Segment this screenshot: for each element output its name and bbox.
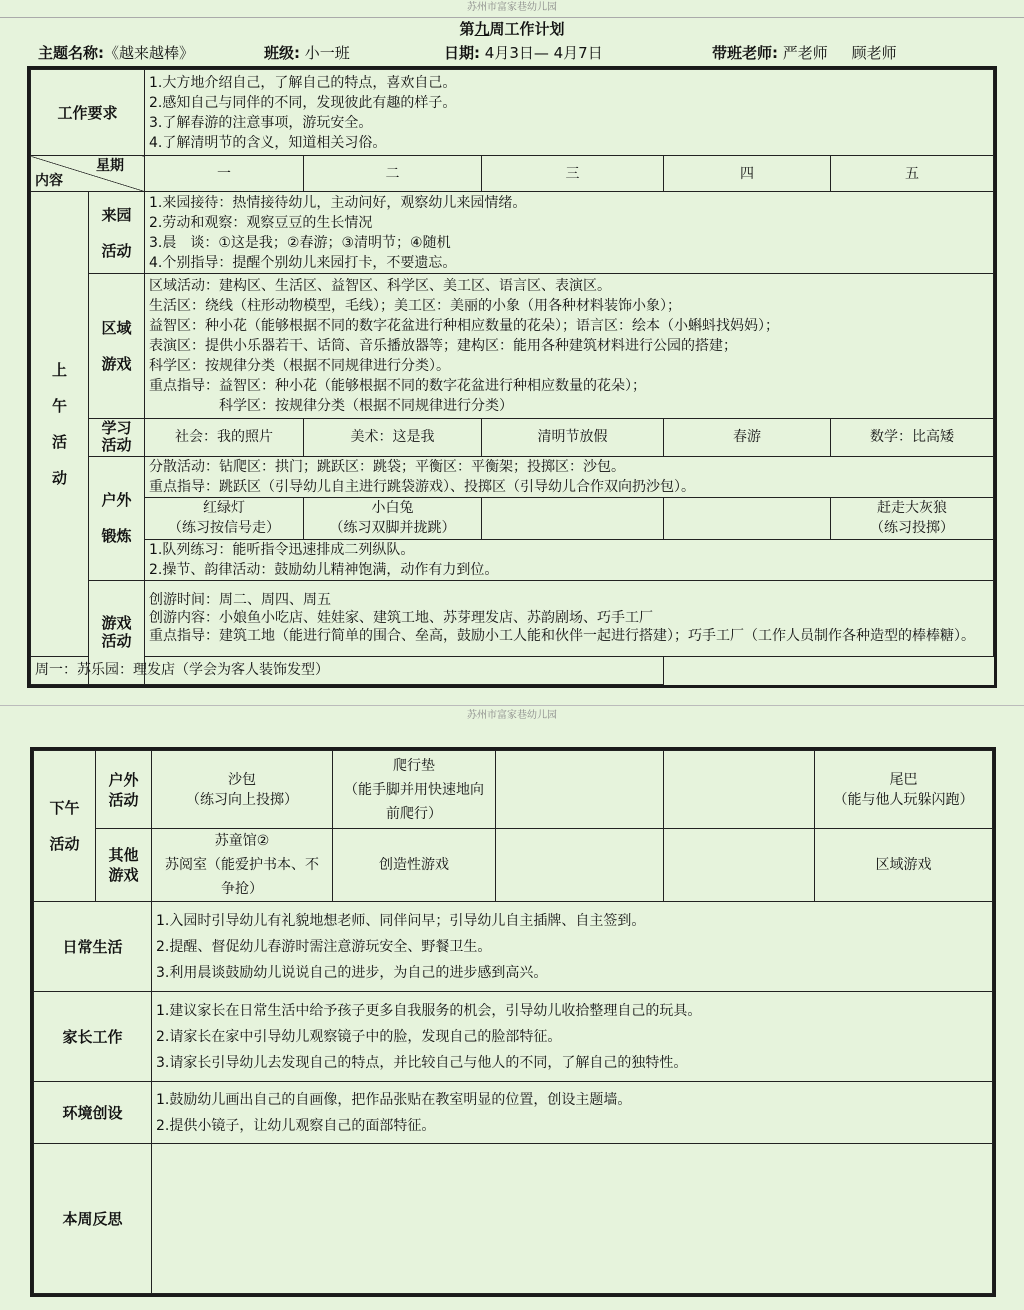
outdoor-exercise-label bbox=[89, 456, 145, 580]
morning-label-char: 午 bbox=[51, 397, 67, 416]
arrival-content bbox=[145, 192, 994, 274]
plan-table-bottom bbox=[30, 747, 996, 1297]
afternoon-outdoor-day-1 bbox=[152, 751, 333, 829]
daily-life-item: 3.利用晨谈鼓励幼儿说说自己的进步，为自己的进步感到高兴。 bbox=[156, 964, 548, 981]
teacher-2: 顾老师 bbox=[851, 44, 897, 62]
work-req-item: 1.大方地介绍自己，了解自己的特点，喜欢自己。 bbox=[149, 74, 457, 91]
learning-day-2: 美术：这是我 bbox=[304, 418, 482, 456]
learning-day-5: 数学：比高矮 bbox=[831, 418, 994, 456]
afternoon-activities-label bbox=[34, 751, 96, 902]
afternoon-label-line: 活动 bbox=[49, 835, 80, 853]
morning-activities-label bbox=[31, 192, 89, 657]
afternoon-outdoor-day-4 bbox=[664, 751, 815, 829]
area-games-label bbox=[89, 274, 145, 418]
learning-label bbox=[89, 418, 145, 456]
daily-life-item: 2.提醒、督促幼儿春游时需注意游玩安全、野餐卫生。 bbox=[156, 938, 492, 955]
arrival-label-line: 来园 bbox=[101, 205, 132, 224]
play-label-line: 游戏 bbox=[101, 614, 132, 633]
outdoor-game-goal: （练习双脚并拢跳） bbox=[329, 520, 456, 537]
work-req-item: 2.感知自己与同伴的不同，发现彼此有趣的样子。 bbox=[149, 94, 457, 111]
day-header: 二 bbox=[304, 156, 482, 192]
title-prefix: 第 bbox=[459, 20, 475, 38]
page-title bbox=[0, 18, 1024, 40]
afternoon-outdoor-label-line: 活动 bbox=[108, 790, 139, 809]
school-header-page-2 bbox=[0, 705, 1024, 725]
environment-label: 环境创设 bbox=[34, 1082, 152, 1144]
outdoor-scattered-item: 重点指导：跳跃区（引导幼儿自主进行跳袋游戏）、投掷区（引导幼儿合作双向扔沙包）。 bbox=[149, 478, 696, 495]
teacher-label: 带班老师: bbox=[712, 44, 778, 62]
outdoor-day-5 bbox=[831, 497, 994, 539]
other-games-day-2: 创造性游戏 bbox=[333, 829, 496, 902]
date-label: 日期: bbox=[444, 44, 480, 62]
day-header: 五 bbox=[831, 156, 994, 192]
teacher-1: 严老师 bbox=[782, 44, 828, 62]
parent-work-label: 家长工作 bbox=[34, 992, 152, 1082]
daily-life-label: 日常生活 bbox=[34, 902, 152, 992]
class-label: 班级: bbox=[264, 44, 300, 62]
outdoor-day-1 bbox=[145, 497, 304, 539]
play-item: 创游时间：周二、周四、周五 bbox=[149, 592, 332, 609]
morning-label-char: 活 bbox=[51, 433, 67, 452]
school-name: 苏州市富家巷幼儿园 bbox=[467, 2, 557, 13]
arrival-item: 1.来园接待：热情接待幼儿，主动问好，观察幼儿来园情绪。 bbox=[149, 194, 527, 211]
morning-label-char: 动 bbox=[51, 469, 67, 488]
weekday-diagonal-header bbox=[31, 156, 145, 192]
theme bbox=[38, 40, 194, 66]
environment-content bbox=[152, 1082, 993, 1144]
work-requirements-content bbox=[145, 70, 994, 156]
title-suffix: 周工作计划 bbox=[489, 20, 565, 38]
outdoor-game-name: 赶走大灰狼 bbox=[877, 500, 947, 517]
other-game-line: 苏童馆② bbox=[214, 833, 270, 849]
afternoon-game-goal: （能与他人玩躲闪跑） bbox=[833, 791, 974, 808]
date bbox=[444, 40, 603, 66]
outdoor-game-goal: （练习按信号走） bbox=[168, 520, 281, 537]
other-games-day-4 bbox=[664, 829, 815, 902]
area-games-label-line: 游戏 bbox=[101, 354, 132, 373]
play-monday: 周一：苏乐园：理发店（学会为客人装饰发型） bbox=[31, 656, 664, 684]
afternoon-game-goal: （练习向上投掷） bbox=[186, 791, 298, 808]
date-value: 4月3日— 4月7日 bbox=[484, 44, 603, 62]
daily-life-item: 1.入园时引导幼儿有礼貌地想老师、同伴问早；引导幼儿自主插牌、自主签到。 bbox=[156, 912, 646, 929]
other-game-line: 争抢） bbox=[221, 881, 263, 897]
learning-day-1: 社会：我的照片 bbox=[145, 418, 304, 456]
afternoon-game-name: 爬行垫 bbox=[393, 757, 435, 774]
weekday-label: 星期 bbox=[96, 158, 125, 175]
area-games-item: 益智区：种小花（能够根据不同的数字花盆进行种相应数量的花朵）；语言区：绘本（小蝌蚪找妈妈）； bbox=[149, 317, 780, 334]
environment-item: 2.提供小镜子，让幼儿观察自己的面部特征。 bbox=[156, 1117, 436, 1134]
morning-label-char: 上 bbox=[51, 361, 67, 380]
teachers bbox=[712, 40, 897, 66]
afternoon-outdoor-day-2 bbox=[333, 751, 496, 829]
area-games-item: 科学区：按规律分类（根据不同规律进行分类） bbox=[149, 397, 514, 414]
area-games-item: 表演区：提供小乐器若干、话筒、音乐播放器等；建构区：能用各种建筑材料进行公园的搭建； bbox=[149, 337, 738, 354]
parent-work-item: 2.请家长在家中引导幼儿观察镜子中的脸，发现自己的脸部特征。 bbox=[156, 1028, 562, 1045]
play-item: 创游内容：小娘鱼小吃店、娃娃家、建筑工地、苏芽理发店、苏韵剧场、巧手工厂 bbox=[149, 610, 654, 627]
daily-life-content bbox=[152, 902, 993, 992]
outdoor-label-line: 户外 bbox=[101, 491, 132, 510]
outdoor-game-name: 红绿灯 bbox=[203, 500, 246, 517]
work-req-item: 4.了解清明节的含义，知道相关习俗。 bbox=[149, 134, 387, 151]
outdoor-game-name: 小白兔 bbox=[371, 500, 414, 517]
outdoor-scattered bbox=[145, 456, 994, 497]
other-games-label-line: 其他 bbox=[108, 846, 139, 864]
area-games-item: 重点指导：益智区：种小花（能够根据不同的数字花盆进行种相应数量的花朵）； bbox=[149, 377, 647, 394]
other-games-day-1 bbox=[152, 829, 333, 902]
outdoor-label-line: 锻炼 bbox=[101, 527, 132, 546]
afternoon-label-line: 下午 bbox=[49, 799, 80, 817]
day-header: 三 bbox=[482, 156, 664, 192]
theme-label: 主题名称: bbox=[38, 44, 104, 62]
learning-day-3: 清明节放假 bbox=[482, 418, 664, 456]
outdoor-drill-item: 1.队列练习：能听指令迅速排成二列纵队。 bbox=[149, 541, 415, 558]
play-content bbox=[145, 580, 994, 656]
area-games-content bbox=[145, 274, 994, 418]
reflection-content bbox=[152, 1144, 993, 1294]
title-week: 九 bbox=[474, 20, 490, 38]
afternoon-outdoor-day-5 bbox=[815, 751, 993, 829]
day-header: 一 bbox=[145, 156, 304, 192]
day-header: 四 bbox=[664, 156, 831, 192]
learning-label-line: 活动 bbox=[101, 436, 132, 455]
area-games-item: 生活区：绕线（柱形动物模型，毛线）；美工区：美丽的小象（用各种材料装饰小象）； bbox=[149, 297, 682, 314]
outdoor-drill-item: 2.操节、韵律活动：鼓励幼儿精神饱满，动作有力到位。 bbox=[149, 561, 499, 578]
afternoon-outdoor-day-3 bbox=[496, 751, 664, 829]
afternoon-outdoor-label-line: 户外 bbox=[108, 770, 139, 789]
afternoon-game-goal: 前爬行） bbox=[386, 805, 442, 822]
other-game-line: 苏阅室（能爱护书本、不 bbox=[165, 857, 319, 873]
outdoor-drills bbox=[145, 539, 994, 580]
afternoon-outdoor-label bbox=[96, 751, 152, 829]
arrival-item: 2.劳动和观察：观察豆豆的生长情况 bbox=[149, 214, 373, 231]
outdoor-game-goal: （练习投掷） bbox=[870, 520, 954, 537]
meta-row bbox=[38, 40, 998, 66]
outdoor-day-2 bbox=[304, 497, 482, 539]
reflection-label: 本周反思 bbox=[34, 1144, 152, 1294]
play-label-line: 活动 bbox=[101, 632, 132, 651]
class-value: 小一班 bbox=[304, 44, 350, 62]
arrival-item: 4.个别指导：提醒个别幼儿来园打卡，不要遗忘。 bbox=[149, 254, 457, 271]
parent-work-item: 1.建议家长在日常生活中给予孩子更多自我服务的机会，引导幼儿收拾整理自己的玩具。 bbox=[156, 1002, 702, 1019]
parent-work-content bbox=[152, 992, 993, 1082]
area-games-item: 区域活动：建构区、生活区、益智区、科学区、美工区、语言区、表演区。 bbox=[149, 277, 612, 294]
environment-item: 1.鼓励幼儿画出自己的自画像，把作品张贴在教室明显的位置，创设主题墙。 bbox=[156, 1091, 632, 1108]
afternoon-game-name: 沙包 bbox=[228, 771, 256, 788]
arrival-item: 3.晨 谈：①这是我；②春游；③清明节；④随机 bbox=[149, 234, 451, 251]
arrival-label bbox=[89, 192, 145, 274]
play-item: 重点指导：建筑工地（能进行简单的围合、垒高，鼓励小工人能和伙伴一起进行搭建）；巧手工厂（工作人员制作各种造型的棒棒糖）。 bbox=[149, 628, 976, 645]
learning-label-line: 学习 bbox=[101, 419, 132, 438]
school-header bbox=[0, 0, 1024, 18]
content-label: 内容 bbox=[35, 173, 63, 190]
afternoon-game-goal: （能手脚并用快速地向 bbox=[344, 781, 484, 798]
area-games-item: 科学区：按规律分类（根据不同规律进行分类）。 bbox=[149, 357, 451, 374]
outdoor-scattered-item: 分散活动：钻爬区：拱门；跳跃区：跳袋；平衡区：平衡架；投掷区：沙包。 bbox=[149, 458, 626, 475]
other-games-day-3 bbox=[496, 829, 664, 902]
other-games-label-line: 游戏 bbox=[108, 866, 139, 884]
work-req-item: 3.了解春游的注意事项，游玩安全。 bbox=[149, 114, 373, 131]
arrival-label-line: 活动 bbox=[101, 241, 132, 260]
other-games-day-5: 区域游戏 bbox=[815, 829, 993, 902]
school-name: 苏州市富家巷幼儿园 bbox=[467, 710, 557, 721]
area-games-label-line: 区域 bbox=[101, 318, 132, 337]
outdoor-day-3 bbox=[482, 497, 664, 539]
afternoon-game-name: 尾巴 bbox=[889, 771, 918, 788]
plan-table-top bbox=[27, 66, 997, 688]
other-games-label bbox=[96, 829, 152, 902]
learning-day-4: 春游 bbox=[664, 418, 831, 456]
theme-value: 《越来越棒》 bbox=[104, 44, 195, 62]
parent-work-item: 3.请家长引导幼儿去发现自己的特点，并比较自己与他人的不同，了解自己的独特性。 bbox=[156, 1054, 688, 1071]
work-requirements-label: 工作要求 bbox=[31, 70, 145, 156]
outdoor-day-4 bbox=[664, 497, 831, 539]
class bbox=[264, 40, 350, 66]
